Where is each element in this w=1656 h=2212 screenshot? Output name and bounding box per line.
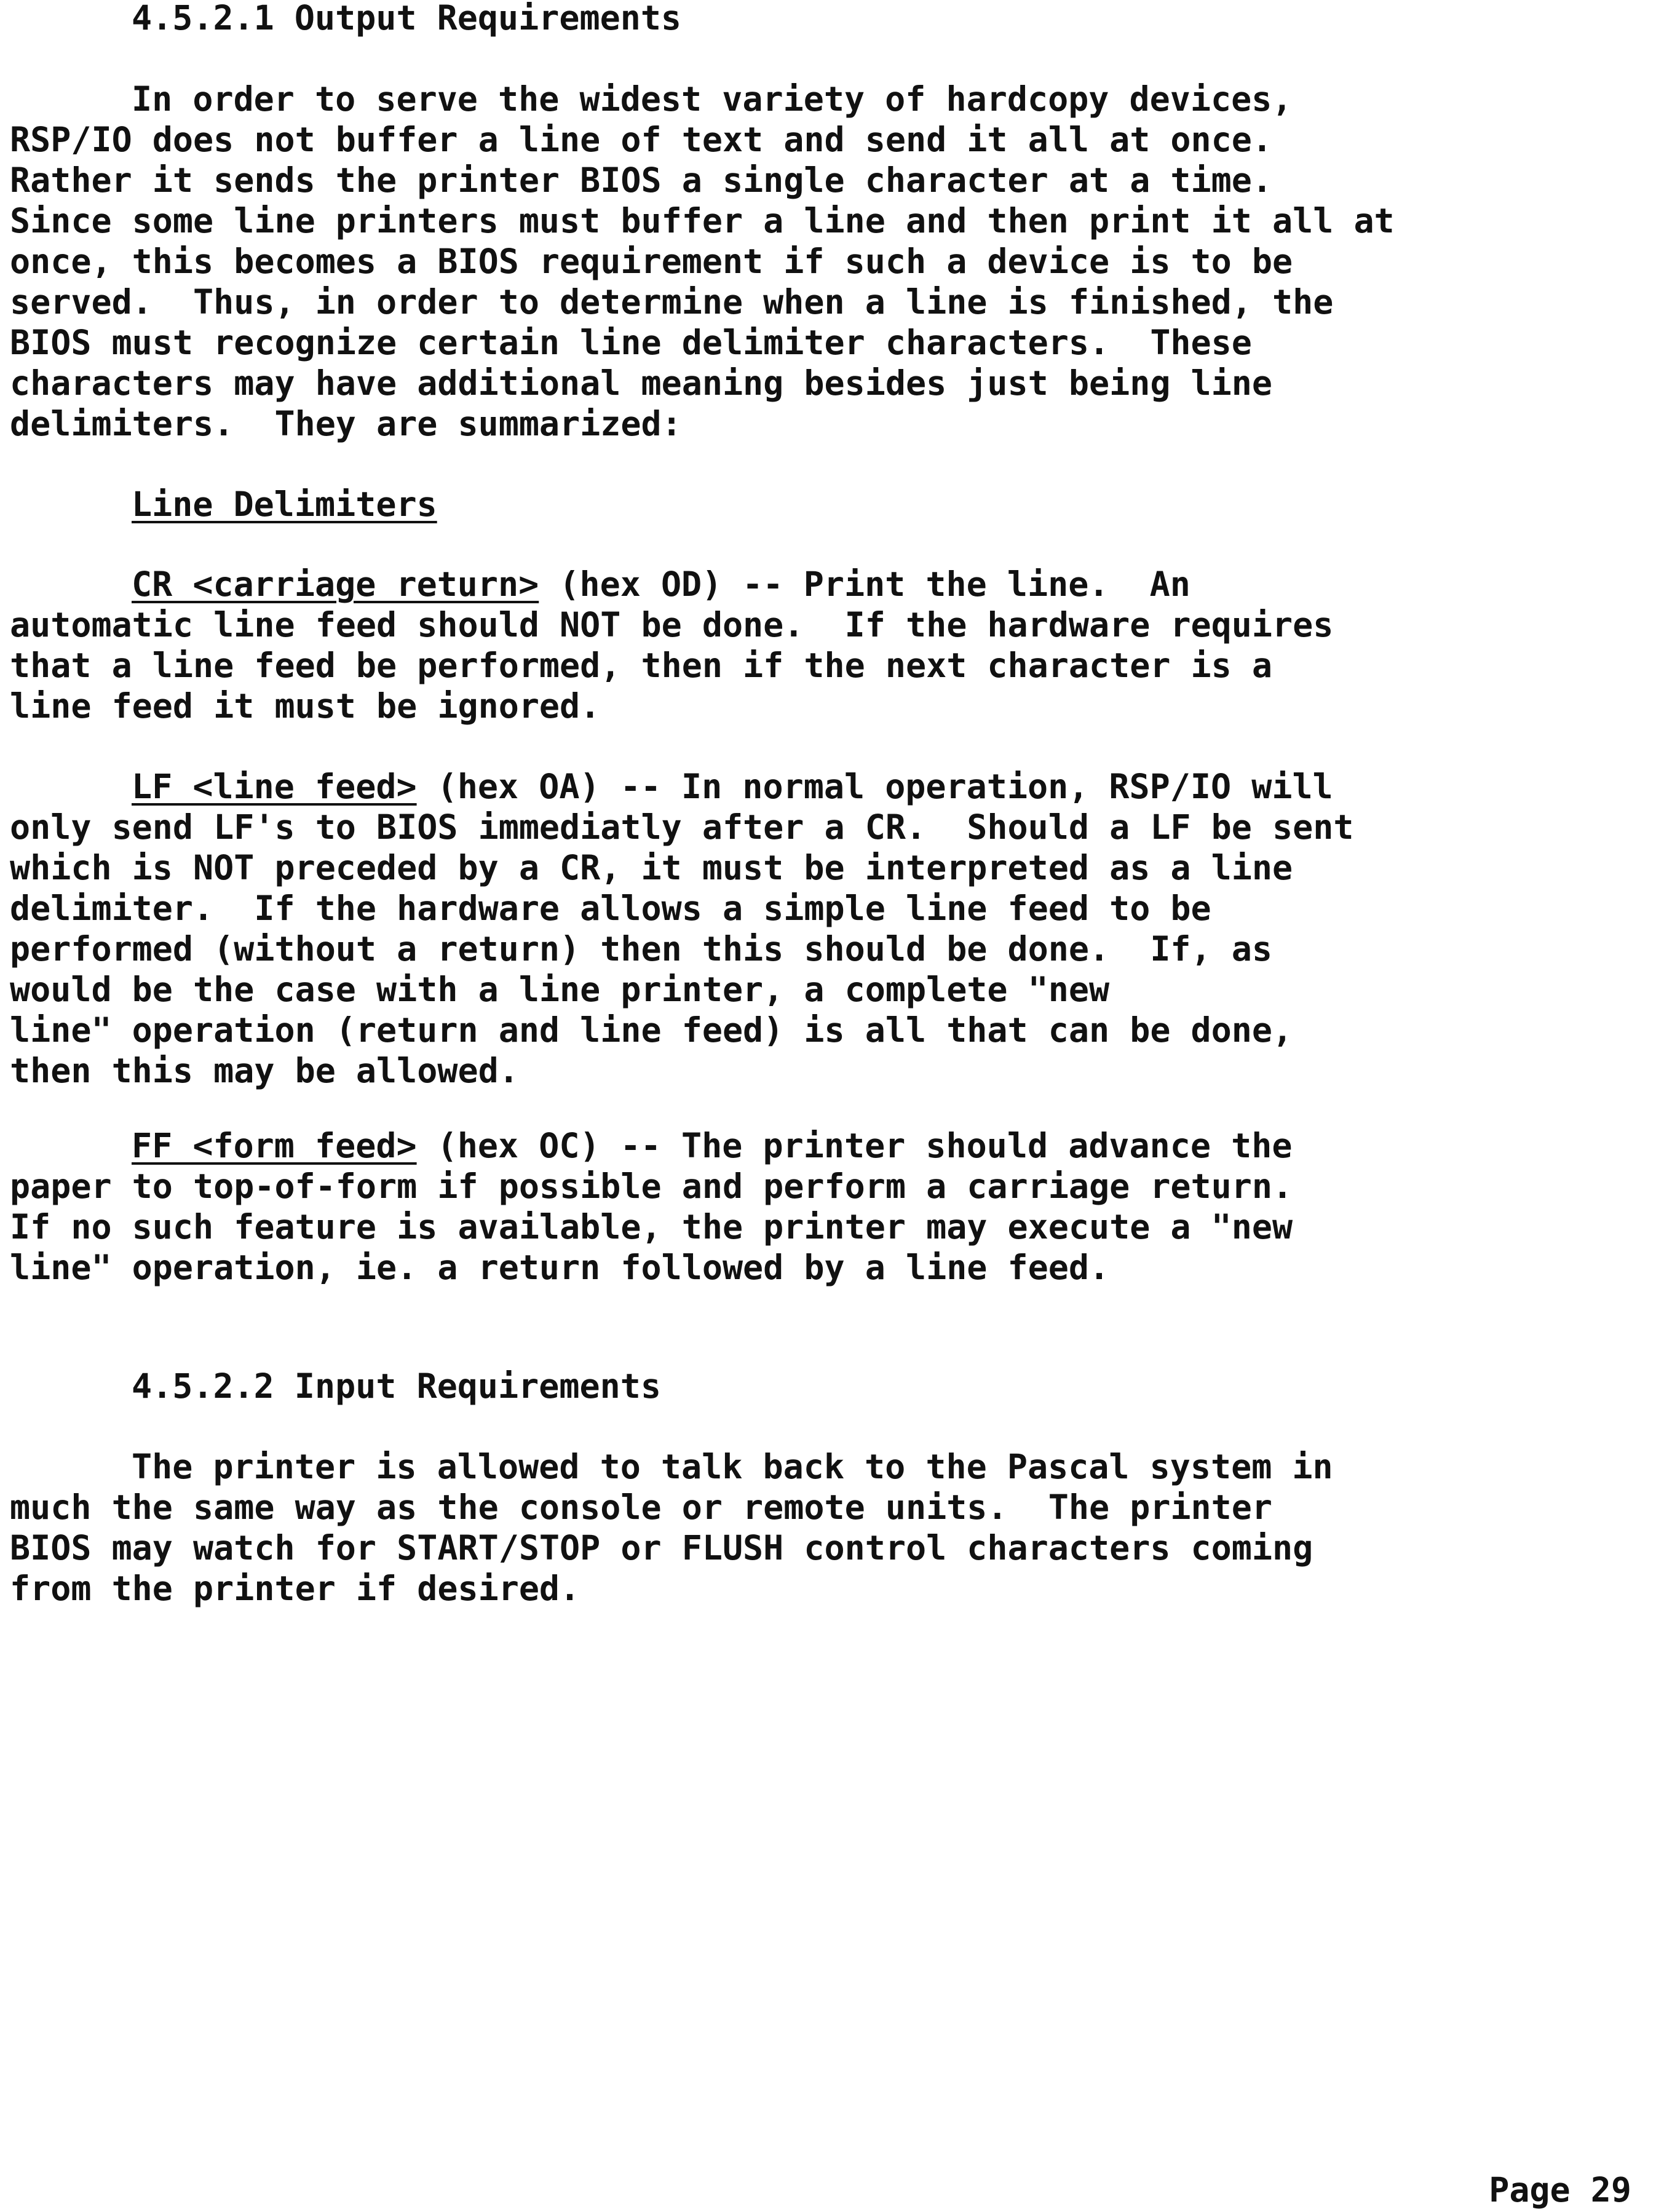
section-heading-output-requirements: 4.5.2.1 Output Requirements — [132, 0, 682, 38]
definition-cr-first-line — [10, 564, 1190, 605]
paragraph-line: Since some line printers must buffer a line and then print it all at — [10, 201, 1395, 240]
paragraph-line: delimiters. They are summarized: — [10, 404, 682, 443]
definition-text: (hex OC) -- The printer should advance the — [416, 1126, 1293, 1165]
paragraph-line: line" operation (return and line feed) is all that can be done, — [10, 1010, 1293, 1050]
paragraph-line: automatic line feed should NOT be done. If the hardware requires — [10, 605, 1334, 644]
paragraph-line: performed (without a return) then this should be done. If, as — [10, 929, 1272, 969]
paragraph-line: characters may have additional meaning besides just being line — [10, 363, 1272, 403]
paragraph-line: The printer is allowed to talk back to the Pascal system in — [132, 1447, 1333, 1486]
page-number: Page 29 — [1489, 2170, 1631, 2210]
paragraph-line: paper to top-of-form if possible and perform a carriage return. — [10, 1167, 1293, 1206]
paragraph-line: much the same way as the console or remote units. The printer — [10, 1488, 1272, 1527]
paragraph-line: which is NOT preceded by a CR, it must be interpreted as a line — [10, 848, 1293, 887]
definition-text: (hex OA) -- In normal operation, RSP/IO will — [416, 767, 1333, 806]
definition-lf-first-line — [10, 766, 1333, 807]
paragraph-line: then this may be allowed. — [10, 1051, 519, 1090]
paragraph-line: RSP/IO does not buffer a line of text and send it all at once. — [10, 120, 1272, 159]
term-ff: FF <form feed> — [132, 1126, 417, 1165]
paragraph-line: delimiter. If the hardware allows a simple line feed to be — [10, 889, 1211, 928]
paragraph-line: from the printer if desired. — [10, 1569, 580, 1608]
paragraph-line: Rather it sends the printer BIOS a single character at a time. — [10, 161, 1272, 200]
paragraph-line: would be the case with a line printer, a complete "new — [10, 970, 1110, 1009]
paragraph-line: If no such feature is available, the printer may execute a "new — [10, 1207, 1293, 1247]
paragraph-line: line" operation, ie. a return followed by a line feed. — [10, 1248, 1110, 1287]
term-lf: LF <line feed> — [132, 767, 417, 806]
section-heading-input-requirements: 4.5.2.2 Input Requirements — [132, 1366, 661, 1406]
paragraph-line: BIOS may watch for START/STOP or FLUSH control characters coming — [10, 1528, 1313, 1568]
definition-text: (hex OD) -- Print the line. An — [539, 565, 1190, 604]
term-cr: CR <carriage return> — [132, 565, 539, 604]
subheading-line-delimiters — [10, 484, 437, 525]
paragraph-line: BIOS must recognize certain line delimiter characters. These — [10, 323, 1252, 362]
paragraph-line: that a line feed be performed, then if the next character is a — [10, 646, 1272, 685]
paragraph-line: only send LF's to BIOS immediatly after a CR. Should a LF be sent — [10, 807, 1354, 847]
subheading-text: Line Delimiters — [132, 485, 437, 524]
definition-ff-first-line — [10, 1125, 1292, 1166]
paragraph-line: In order to serve the widest variety of hardcopy devices, — [132, 79, 1293, 119]
paragraph-line: line feed it must be ignored. — [10, 686, 601, 726]
paragraph-line: once, this becomes a BIOS requirement if such a device is to be — [10, 242, 1293, 281]
paragraph-line: served. Thus, in order to determine when a line is finished, the — [10, 282, 1334, 322]
